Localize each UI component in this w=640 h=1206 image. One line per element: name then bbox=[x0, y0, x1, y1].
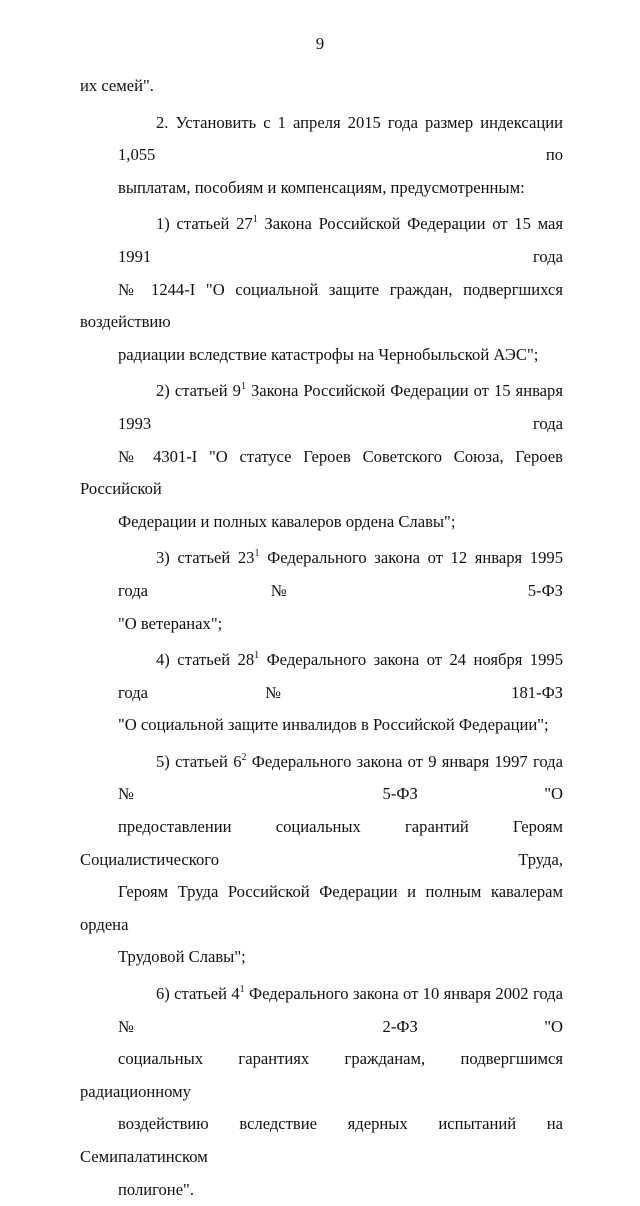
list-item-4 bbox=[80, 644, 563, 742]
superscript: 1 bbox=[252, 214, 258, 226]
superscript: 1 bbox=[254, 548, 260, 560]
text-line: их семей". bbox=[80, 76, 154, 95]
text-line: № 1244-I "О социальной защите граждан, подвергшихся воздействию bbox=[80, 279, 563, 332]
superscript: 1 bbox=[240, 381, 246, 393]
text-line bbox=[80, 375, 563, 440]
item-rest: Закона Российской Федерации от 15 мая 1991 года bbox=[118, 214, 563, 266]
item-lead: 3) статьей 23 bbox=[156, 548, 255, 568]
paragraph-item-2 bbox=[80, 107, 563, 205]
list-item-3 bbox=[80, 542, 563, 640]
list-item-2 bbox=[80, 375, 563, 538]
text-line bbox=[80, 208, 563, 273]
list-item-1 bbox=[80, 208, 563, 371]
item-lead: 1) статьей 27 bbox=[156, 214, 253, 234]
text-line: радиации вследствие катастрофы на Чернобыльской АЭС"; bbox=[118, 344, 539, 364]
text-line: Федерации и полных кавалеров ордена Славы"; bbox=[118, 511, 456, 531]
text-line bbox=[80, 644, 563, 709]
text-line: № 4301-I "О статусе Героев Советского Союза, Героев Российской bbox=[80, 446, 563, 499]
text-line: 2. Установить с 1 апреля 2015 года размер индексации 1,055 по bbox=[118, 112, 563, 165]
text-line: выплатам, пособиям и компенсациям, предусмотренным: bbox=[118, 177, 525, 197]
list-item-5 bbox=[80, 746, 563, 974]
document-body bbox=[80, 70, 563, 1206]
item-rest: Федерального закона от 12 января 1995 года № 5-ФЗ bbox=[118, 548, 563, 600]
text-line: "О социальной защите инвалидов в Российской Федерации"; bbox=[118, 715, 549, 735]
item-lead: 5) статьей 6 bbox=[156, 751, 242, 771]
text-line: Героям Труда Российской Федерации и полным кавалерам ордена bbox=[80, 882, 563, 934]
text-line bbox=[80, 978, 563, 1043]
text-line: полигоне". bbox=[118, 1179, 194, 1199]
text-line: Трудовой Славы"; bbox=[118, 947, 246, 967]
text-line: воздействию вследствие ядерных испытаний на Семипалатинском bbox=[80, 1114, 563, 1166]
page-number: 9 bbox=[315, 34, 325, 53]
text-line bbox=[80, 542, 563, 607]
text-line: социальных гарантиях гражданам, подвергшимся радиационному bbox=[80, 1049, 563, 1101]
item-rest: Федерального закона от 9 января 1997 года № 5-ФЗ "О bbox=[118, 751, 563, 804]
superscript: 1 bbox=[239, 984, 245, 996]
superscript: 2 bbox=[241, 751, 247, 763]
text-line bbox=[80, 746, 563, 811]
text-line: "О ветеранах"; bbox=[118, 613, 223, 633]
text-line: предоставлении социальных гарантий Героям Социалистического Труда, bbox=[80, 817, 563, 869]
superscript: 1 bbox=[254, 650, 260, 662]
item-lead: 4) статьей 28 bbox=[156, 650, 255, 670]
item-rest: Федерального закона от 24 ноября 1995 года № 181-ФЗ bbox=[118, 650, 563, 702]
item-lead: 2) статьей 9 bbox=[156, 381, 241, 401]
item-lead: 6) статьей 4 bbox=[156, 984, 240, 1004]
list-item-6 bbox=[80, 978, 563, 1206]
item-rest: Закона Российской Федерации от 15 января 1993 года bbox=[118, 381, 563, 433]
paragraph-continuation bbox=[80, 70, 563, 103]
item-rest: Федерального закона от 10 января 2002 года № 2-ФЗ "О bbox=[118, 984, 563, 1036]
